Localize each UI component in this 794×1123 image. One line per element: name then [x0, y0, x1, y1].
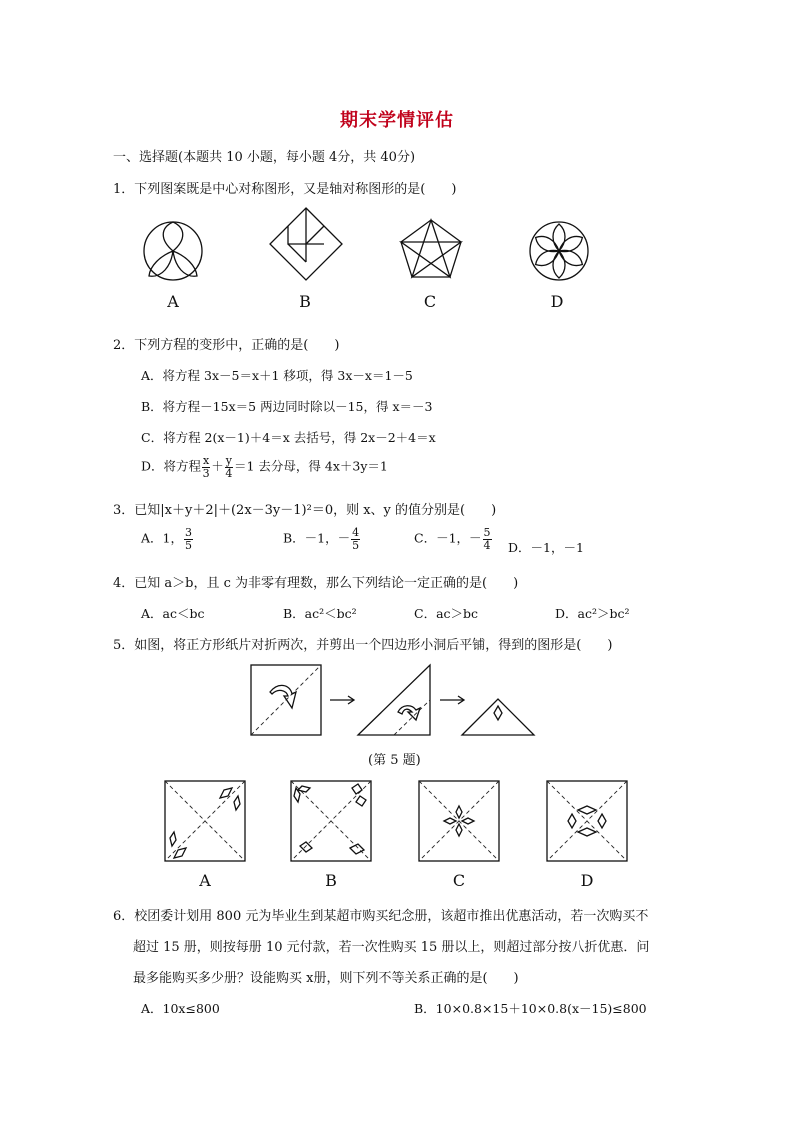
- fraction-numerator: 5: [483, 526, 491, 539]
- fraction-numerator: y: [225, 454, 232, 467]
- q3-option-a-prefix: A．1，: [141, 530, 183, 546]
- q5-label-a: A: [199, 871, 211, 890]
- q2-option-d-suffix: ＝1 去分母，得 4x＋3y＝1: [233, 458, 388, 474]
- page-title: 期末学情评估: [340, 110, 454, 131]
- q3-stem: 3．已知|x＋y＋2|＋(2x－3y－1)²＝0，则 x、y 的值分别是( ): [113, 503, 497, 518]
- q5-option-b-figure: [290, 780, 372, 862]
- q4-option-b: B．ac²＜bc²: [283, 606, 357, 621]
- q3-option-a: [141, 527, 194, 551]
- q2-option-c: C．将方程 2(x－1)＋4＝x 去括号，得 2x－2＋4＝x: [141, 430, 436, 445]
- q2-option-d-plus: ＋: [211, 458, 224, 474]
- q5-option-d-figure: [546, 780, 628, 862]
- q2-option-d-fraction-y: [225, 455, 233, 479]
- q6-option-b: B．10×0.8×15＋10×0.8(x－15)≤800: [414, 1001, 647, 1016]
- fraction-denominator: 5: [352, 538, 360, 552]
- q5-label-b: B: [325, 871, 337, 890]
- q3-option-d: D．－1，－1: [508, 540, 584, 555]
- q1-figure-c: [398, 218, 464, 280]
- fraction-denominator: 3: [202, 466, 210, 480]
- section-heading: 一、选择题(本题共 10 小题，每小题 4分，共 40分): [113, 150, 416, 165]
- q6-stem-line1: 6．校团委计划用 800 元为毕业生到某超市购买纪念册，该超市推出优惠活动，若一次购买不: [113, 909, 649, 924]
- q1-label-b: B: [299, 292, 311, 311]
- fraction-denominator: 4: [225, 466, 233, 480]
- q1-label-a: A: [167, 292, 179, 311]
- q5-folding-diagram: [250, 664, 540, 736]
- q1-stem: 1．下列图案既是中心对称图形，又是轴对称图形的是( ): [113, 182, 457, 197]
- q1-figure-b: [268, 206, 344, 282]
- fraction-numerator: 4: [352, 526, 360, 539]
- q5-option-a-figure: [164, 780, 246, 862]
- q6-stem-line2: 超过 15 册，则按每册 10 元付款，若一次性购买 15 册以上，则超过部分按八折优惠．问: [133, 940, 650, 955]
- q6-stem-line3: 最多能购买多少册？设能购买 x册，则下列不等关系正确的是( ): [133, 971, 519, 986]
- q5-option-c-figure: [418, 780, 500, 862]
- q2-stem: 2．下列方程的变形中，正确的是( ): [113, 338, 340, 353]
- q5-stem: 5．如图，将正方形纸片对折两次，并剪出一个四边形小洞后平铺，得到的图形是( ): [113, 638, 613, 653]
- q1-figure-a: [140, 218, 206, 284]
- q3-option-c: [414, 527, 493, 551]
- q2-option-b: B．将方程－15x＝5 两边同时除以－15，得 x＝－3: [141, 399, 433, 414]
- q2-option-a: A．将方程 3x－5＝x＋1 移项，得 3x－x＝1－5: [141, 368, 413, 383]
- q2-option-d-prefix: D．将方程: [141, 458, 202, 474]
- q2-option-d-fraction-x: [202, 455, 210, 479]
- q3-option-a-fraction: [184, 527, 193, 551]
- q4-option-d: D．ac²＞bc²: [555, 606, 630, 621]
- q1-label-d: D: [550, 292, 564, 311]
- q5-label-c: C: [452, 871, 466, 890]
- q4-option-a: A．ac＜bc: [141, 606, 205, 621]
- fraction-numerator: x: [203, 454, 210, 467]
- q4-stem: 4．已知 a＞b，且 c 为非零有理数，那么下列结论一定正确的是( ): [113, 576, 519, 591]
- q1-label-c: C: [423, 292, 437, 311]
- q2-option-d: [141, 455, 388, 479]
- q5-caption: (第 5 题): [368, 753, 421, 768]
- q1-figure-d: [526, 218, 592, 284]
- q3-option-c-prefix: C．－1，－: [414, 530, 482, 546]
- fraction-denominator: 5: [184, 538, 192, 552]
- q3-option-c-fraction: [483, 527, 492, 551]
- fraction-denominator: 4: [483, 538, 491, 552]
- q3-option-b: [283, 527, 361, 551]
- q3-option-b-fraction: [351, 527, 360, 551]
- q5-label-d: D: [580, 871, 594, 890]
- q3-option-b-prefix: B．－1，－: [283, 530, 351, 546]
- fraction-numerator: 3: [184, 526, 192, 539]
- q6-option-a: A．10x≤800: [141, 1001, 220, 1016]
- q4-option-c: C．ac＞bc: [414, 606, 479, 621]
